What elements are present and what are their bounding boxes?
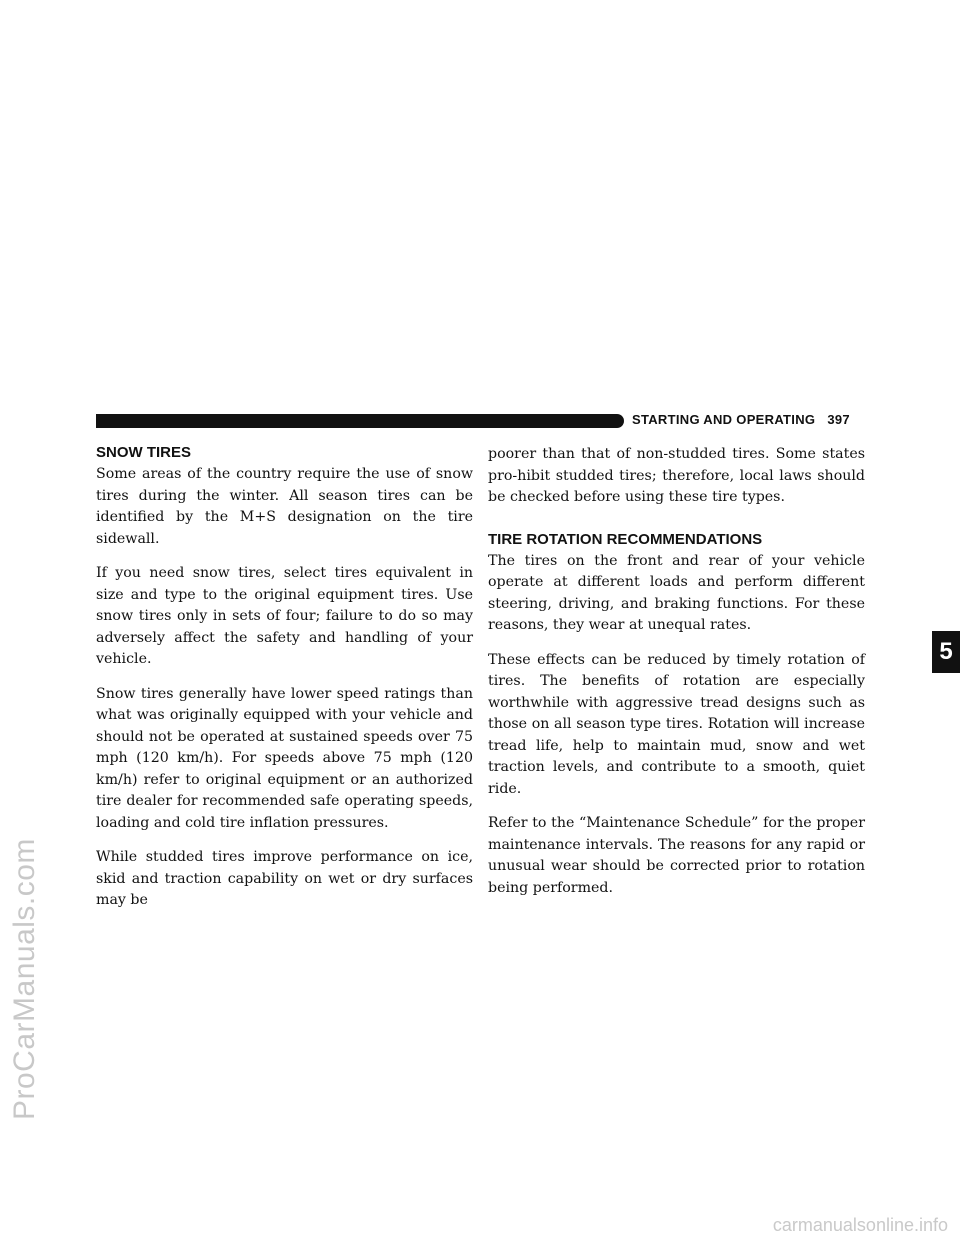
page-number: 397: [827, 412, 850, 427]
header-rule: [96, 414, 624, 428]
right-column: [488, 444, 865, 912]
snow-tires-paragraph-3: Snow tires generally have lower speed ratings than what was originally equipped with your vehicle and should not be operated at sustained speeds over 75 mph (120 km/h). For speeds above 75 mph (120 km/h) refer to original equipment or an authorized tire dealer for recommended safe operating speeds, loading and cold tire inflation pressures.: [96, 685, 473, 831]
tire-rotation-paragraph-3: Refer to the “Maintenance Schedule” for the proper maintenance intervals. The reasons for any rapid or unusual wear should be corrected prior to rotation being performed.: [488, 815, 865, 896]
tire-rotation-heading: TIRE ROTATION RECOMMENDATIONS: [488, 530, 763, 548]
watermark-procarmanuals: ProCarManuals.com: [8, 838, 41, 1120]
snow-tires-paragraph-1: Some areas of the country require the use of snow tires during the winter. All season tires can be identified by the M+S designation on the tire sidewall.: [96, 466, 473, 547]
snow-tires-heading: SNOW TIRES: [96, 444, 192, 461]
snow-tires-paragraph-4: While studded tires improve performance on ice, skid and traction capability on wet or dry surfaces may be: [96, 849, 473, 908]
watermark-carmanualsonline: carmanualsonline.info: [772, 1215, 948, 1235]
header-section-title: STARTING AND OPERATING: [632, 412, 816, 427]
snow-tires-paragraph-2: If you need snow tires, select tires equivalent in size and type to the original equipment tires. Use snow tires only in sets of four; failure to do so may adversely affect the safety and handling of your vehicle.: [96, 565, 473, 667]
left-column: [96, 444, 473, 925]
tire-rotation-paragraph-1: The tires on the front and rear of your vehicle operate at different loads and perform different steering, driving, and braking functions. For these reasons, they wear at unequal rates.: [488, 552, 865, 633]
snow-tires-paragraph-4-continued: poorer than that of non-studded tires. Some states pro-hibit studded tires; therefore, local laws should be checked before using these tire types.: [488, 446, 865, 505]
running-header: [632, 412, 850, 427]
tire-rotation-paragraph-2: These effects can be reduced by timely rotation of tires. The benefits of rotation are especially worthwhile with aggressive tread designs such as those on all season type tires. Rotation will increase tread life, help to maintain mud, snow and wet traction levels, and contribute to a smooth, quiet ride.: [488, 651, 865, 797]
chapter-tab: 5: [932, 631, 960, 673]
